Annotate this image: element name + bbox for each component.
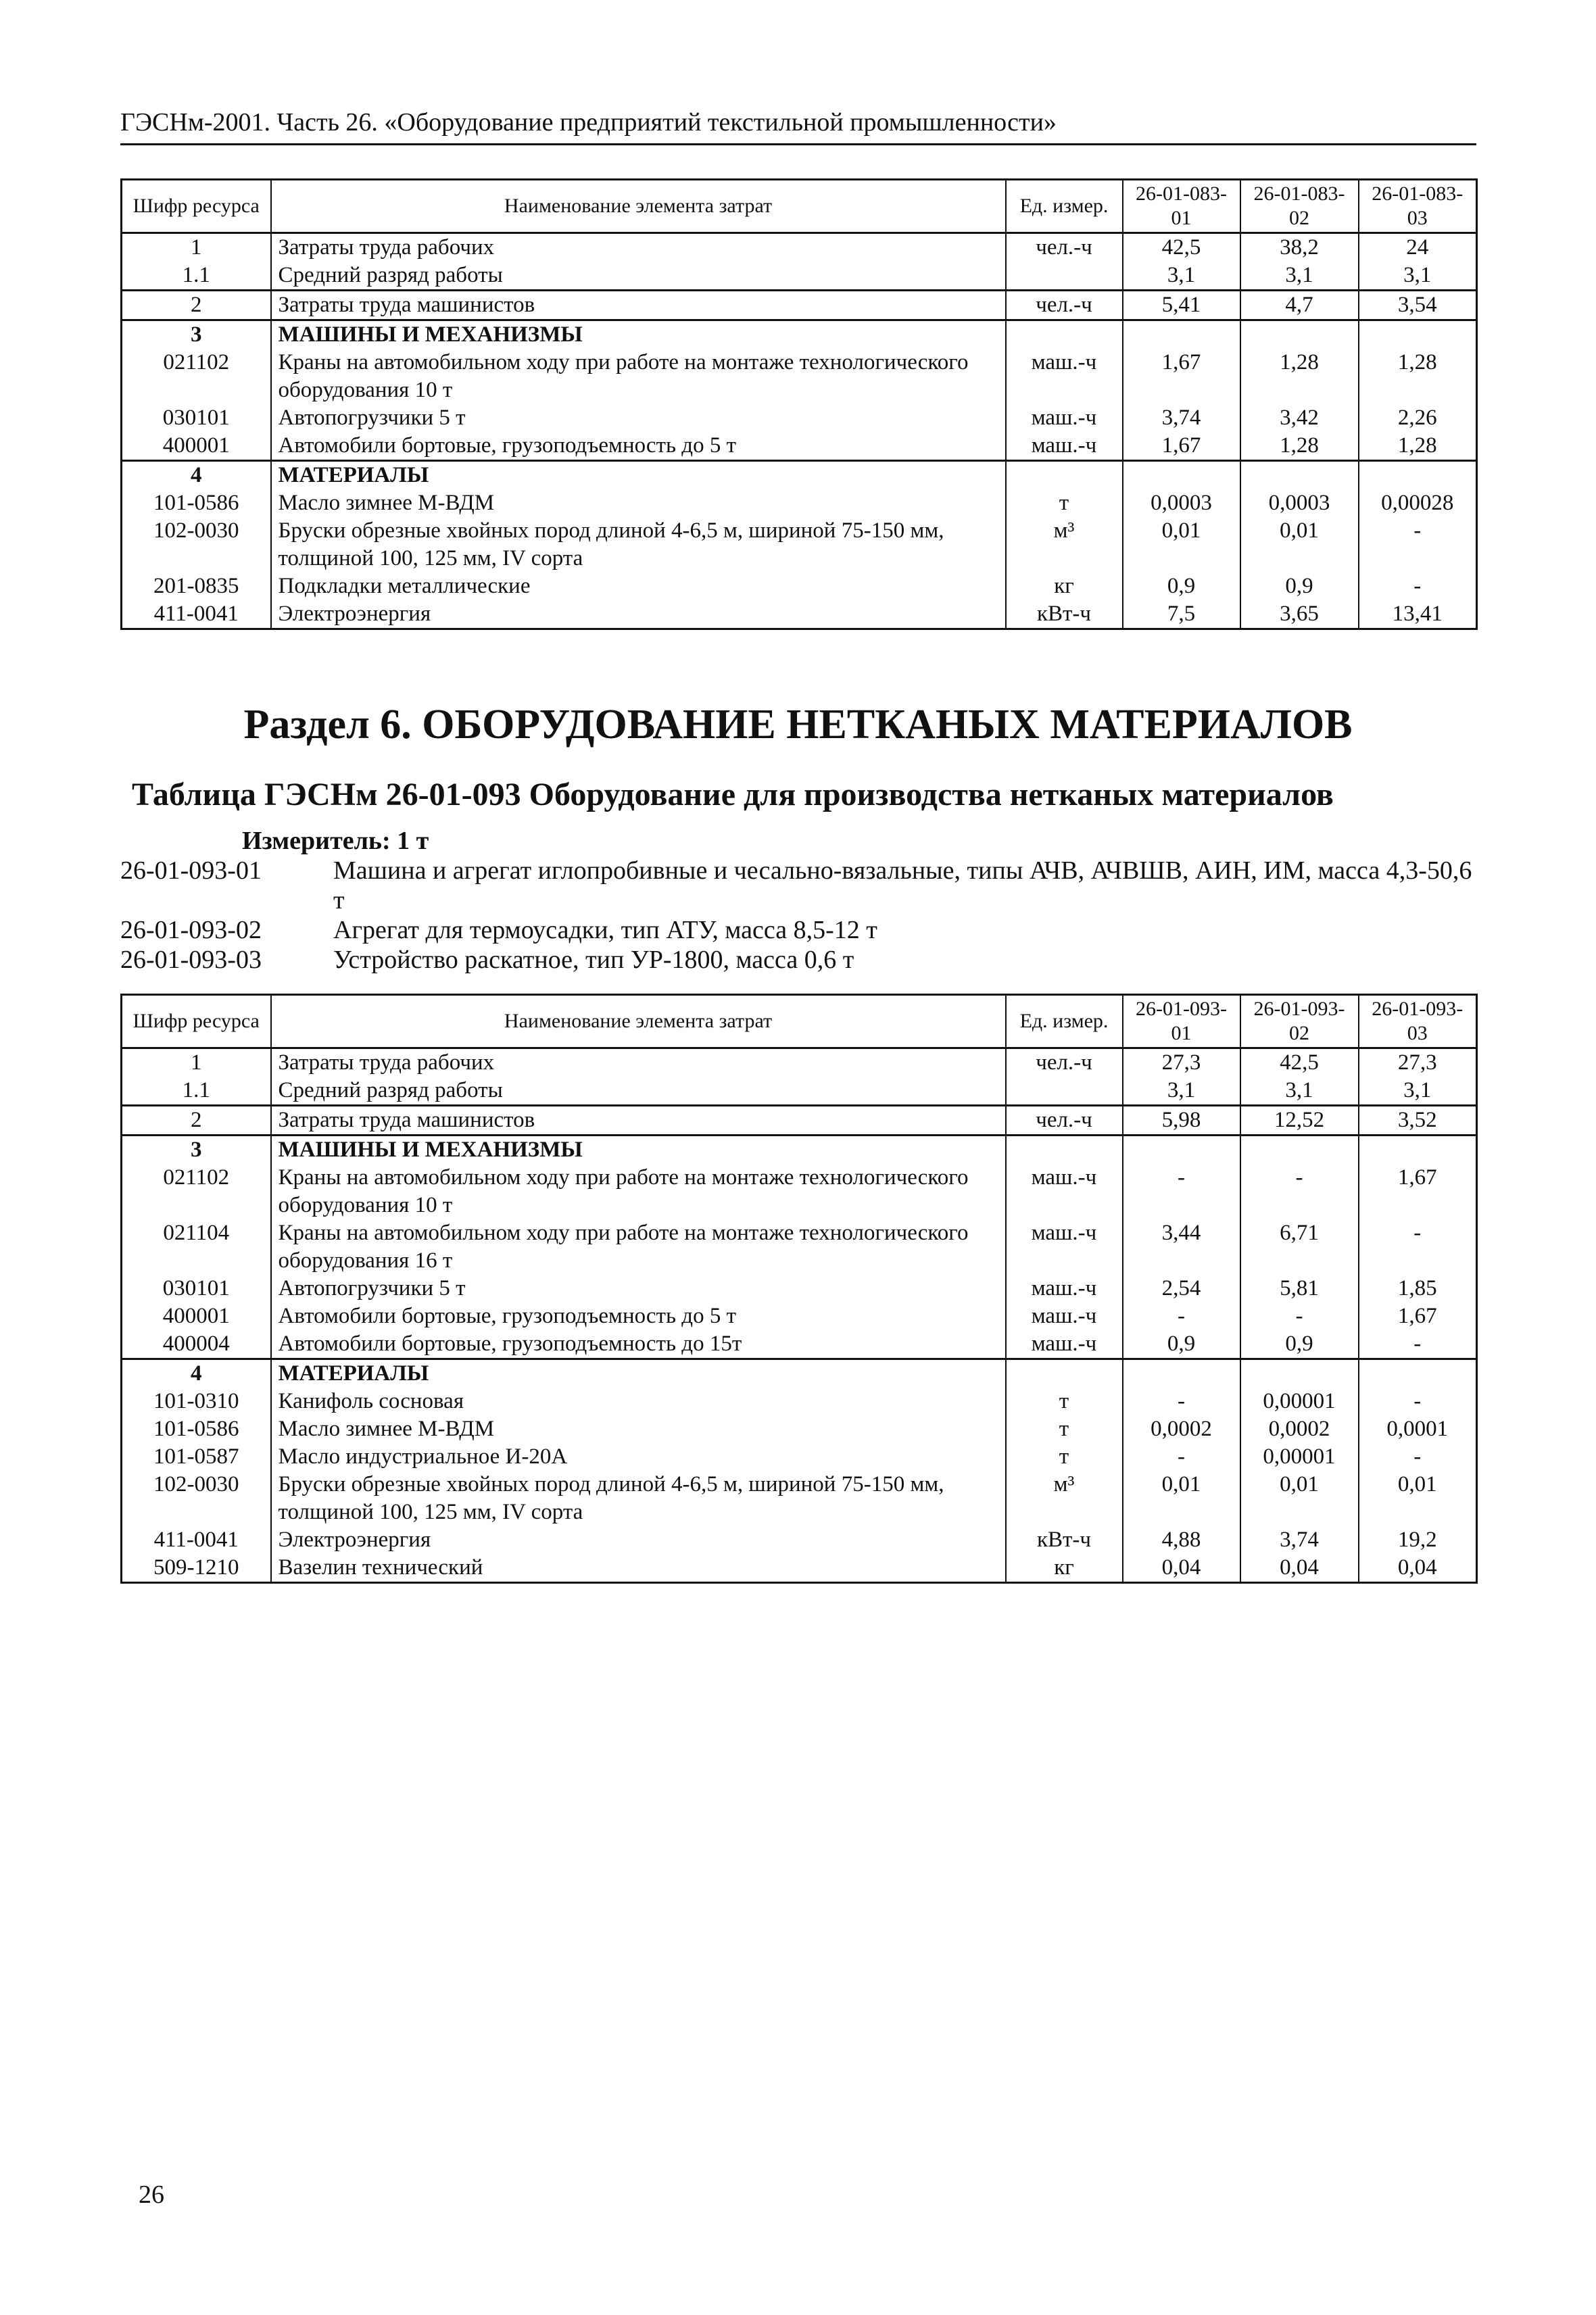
col-header-rate: 26-01-083-03 — [1359, 180, 1477, 233]
rate-value: 0,01 — [1240, 1471, 1359, 1526]
resource-code: 3 — [122, 1136, 271, 1165]
unit-cell: маш.-ч — [1006, 1302, 1123, 1330]
measurer-code: 26-01-093-02 — [120, 916, 262, 944]
unit-cell — [1006, 1359, 1123, 1388]
unit-cell: маш.-ч — [1006, 1219, 1123, 1275]
measurer-text: Устройство раскатное, тип УР-1800, масса 0,6 т — [333, 946, 854, 974]
cost-element-name: Краны на автомобильном ходу при работе на монтаже технологического оборудования 10 т — [271, 349, 1006, 404]
rate-value: 0,9 — [1123, 1330, 1240, 1359]
rate-value: 3,1 — [1240, 262, 1359, 291]
resource-code: 030101 — [162, 1276, 230, 1300]
resource-code: 021102 — [163, 350, 230, 374]
rate-value: 12,52 — [1240, 1106, 1359, 1136]
resource-code: 101-0586 — [153, 1417, 239, 1441]
rate-value: 3,42 — [1240, 404, 1359, 432]
rate-value: 4,88 — [1123, 1526, 1240, 1554]
table-row — [122, 1077, 1477, 1106]
table-row — [122, 1048, 1477, 1077]
rate-value: - — [1359, 1330, 1477, 1359]
unit-cell — [1006, 320, 1123, 349]
rate-value: - — [1123, 1164, 1240, 1219]
cost-element-name: Затраты труда рабочих — [271, 1048, 1006, 1077]
rate-value: 0,0002 — [1240, 1415, 1359, 1443]
rate-value: 7,5 — [1123, 600, 1240, 629]
table-row — [122, 1554, 1477, 1583]
cost-element-name: Вазелин технический — [271, 1554, 1006, 1583]
col-header-unit: Ед. измер. — [1006, 995, 1123, 1048]
unit-cell: кг — [1006, 572, 1123, 600]
resource-code: 4 — [122, 1359, 271, 1388]
rate-value: 4,7 — [1240, 291, 1359, 320]
resource-code: 509-1210 — [153, 1555, 239, 1580]
unit-cell: чел.-ч — [1006, 291, 1123, 320]
rate-value: - — [1240, 1164, 1359, 1219]
resource-code: 102-0030 — [153, 518, 239, 543]
resource-code: 201-0835 — [153, 574, 239, 598]
resource-code: 102-0030 — [153, 1472, 239, 1496]
rate-value: 0,0003 — [1240, 489, 1359, 517]
rate-value — [1123, 1359, 1240, 1388]
measurer-code: 26-01-093-03 — [120, 946, 262, 974]
rate-value — [1359, 461, 1477, 490]
rate-value — [1359, 320, 1477, 349]
table-row — [122, 489, 1477, 517]
cost-element-name: Электроэнергия — [271, 1526, 1006, 1554]
resource-code: 030101 — [162, 406, 230, 430]
rate-value: 3,1 — [1359, 262, 1477, 291]
rate-value: 42,5 — [1240, 1048, 1359, 1077]
cost-element-name: Затраты труда машинистов — [271, 291, 1006, 320]
unit-cell — [1006, 1136, 1123, 1165]
table-row — [122, 1388, 1477, 1415]
measurer-item — [120, 945, 1476, 975]
rate-value: 3,52 — [1359, 1106, 1477, 1136]
rate-value: - — [1123, 1388, 1240, 1415]
unit-cell: т — [1006, 1388, 1123, 1415]
rate-value: 0,9 — [1240, 1330, 1359, 1359]
rate-value: 0,0001 — [1359, 1415, 1477, 1443]
cost-element-name: МАТЕРИАЛЫ — [271, 1359, 1006, 1388]
measurer-text: Агрегат для термоусадки, тип АТУ, масса 8,5-12 т — [333, 916, 877, 944]
rate-value: 24 — [1359, 233, 1477, 262]
unit-cell: кг — [1006, 1554, 1123, 1583]
cost-element-name: Масло зимнее М-ВДМ — [271, 1415, 1006, 1443]
resource-code: 411-0041 — [153, 1528, 239, 1552]
resource-code: 1.1 — [182, 263, 210, 287]
table-row — [122, 320, 1477, 349]
rate-value: - — [1359, 1219, 1477, 1275]
col-header-rate: 26-01-083-02 — [1240, 180, 1359, 233]
rate-value: 27,3 — [1359, 1048, 1477, 1077]
table-row — [122, 1136, 1477, 1165]
rate-value: 0,9 — [1240, 572, 1359, 600]
rate-value: 0,00001 — [1240, 1388, 1359, 1415]
measurer-code: 26-01-093-01 — [120, 856, 262, 885]
table-row — [122, 461, 1477, 490]
resource-code: 4 — [122, 461, 271, 490]
cost-element-name: Автомобили бортовые, грузоподъемность до 15т — [271, 1330, 1006, 1359]
table-row — [122, 1164, 1477, 1219]
unit-cell: маш.-ч — [1006, 1330, 1123, 1359]
rate-value — [1240, 1359, 1359, 1388]
measurer-text: Машина и агрегат иглопробивные и чесально-вязальные, типы АЧВ, АЧВШВ, АИН, ИМ, масса 4,3-50,6 т — [333, 856, 1472, 915]
rate-value: 19,2 — [1359, 1526, 1477, 1554]
col-header-name: Наименование элемента затрат — [271, 180, 1006, 233]
cost-element-name: Средний разряд работы — [271, 262, 1006, 291]
rate-value: - — [1240, 1302, 1359, 1330]
cost-element-name: Затраты труда машинистов — [271, 1106, 1006, 1136]
col-header-rate: 26-01-083-01 — [1123, 180, 1240, 233]
rate-value: 3,1 — [1240, 1077, 1359, 1106]
unit-cell — [1006, 1077, 1123, 1106]
unit-cell: чел.-ч — [1006, 1048, 1123, 1077]
table-row — [122, 1526, 1477, 1554]
rate-value: 0,00028 — [1359, 489, 1477, 517]
rate-value: 0,00001 — [1240, 1443, 1359, 1471]
col-header-rate: 26-01-093-01 — [1123, 995, 1240, 1048]
rate-value: 3,1 — [1359, 1077, 1477, 1106]
table-row — [122, 517, 1477, 572]
table-row — [122, 262, 1477, 291]
cost-element-name: Канифоль сосновая — [271, 1388, 1006, 1415]
unit-cell: чел.-ч — [1006, 233, 1123, 262]
table-row — [122, 600, 1477, 629]
rate-value: 1,67 — [1359, 1164, 1477, 1219]
unit-cell: маш.-ч — [1006, 1275, 1123, 1302]
table-title: Таблица ГЭСНм 26-01-093 Оборудование для производства нетканых материалов — [132, 777, 1334, 812]
rate-value: 2,26 — [1359, 404, 1477, 432]
rate-value: 1,28 — [1359, 432, 1477, 461]
rate-value: - — [1359, 572, 1477, 600]
resource-code: 101-0586 — [153, 491, 239, 515]
rate-value: 5,41 — [1123, 291, 1240, 320]
cost-element-name: Средний разряд работы — [271, 1077, 1006, 1106]
rate-value: 38,2 — [1240, 233, 1359, 262]
measurer-title: Измеритель: 1 т — [242, 827, 429, 855]
resource-code: 400001 — [162, 433, 230, 458]
table-row — [122, 572, 1477, 600]
col-header-rate: 26-01-093-03 — [1359, 995, 1477, 1048]
resource-code: 1 — [122, 1048, 271, 1077]
resource-table-083 — [120, 178, 1478, 630]
rate-value: 0,01 — [1123, 1471, 1240, 1526]
rate-value: 0,01 — [1123, 517, 1240, 572]
unit-cell: кВт-ч — [1006, 1526, 1123, 1554]
resource-code: 021104 — [163, 1221, 230, 1245]
table-row — [122, 432, 1477, 461]
rate-value: 2,54 — [1123, 1275, 1240, 1302]
rate-value: 3,74 — [1123, 404, 1240, 432]
rate-value: 0,9 — [1123, 572, 1240, 600]
rate-value: 1,67 — [1359, 1302, 1477, 1330]
rate-value: 1,28 — [1240, 432, 1359, 461]
rate-value: 13,41 — [1359, 600, 1477, 629]
rate-value: 1,28 — [1359, 349, 1477, 404]
col-header-unit: Ед. измер. — [1006, 180, 1123, 233]
col-header-code: Шифр ресурса — [122, 180, 271, 233]
unit-cell: чел.-ч — [1006, 1106, 1123, 1136]
rate-value: 1,28 — [1240, 349, 1359, 404]
cost-element-name: Масло индустриальное И-20А — [271, 1443, 1006, 1471]
rate-value — [1123, 320, 1240, 349]
resource-code: 411-0041 — [153, 602, 239, 626]
cost-element-name: МАШИНЫ И МЕХАНИЗМЫ — [271, 320, 1006, 349]
rate-value: 3,74 — [1240, 1526, 1359, 1554]
unit-cell: маш.-ч — [1006, 349, 1123, 404]
rate-value — [1240, 461, 1359, 490]
cost-element-name: Затраты труда рабочих — [271, 233, 1006, 262]
resource-code: 400001 — [162, 1304, 230, 1328]
resource-table-093 — [120, 994, 1478, 1584]
cost-element-name: Краны на автомобильном ходу при работе на монтаже технологического оборудования 16 т — [271, 1219, 1006, 1275]
rate-value: 3,1 — [1123, 262, 1240, 291]
unit-cell: м³ — [1006, 517, 1123, 572]
rate-value: 1,67 — [1123, 349, 1240, 404]
cost-element-name: Подкладки металлические — [271, 572, 1006, 600]
rate-value: - — [1359, 517, 1477, 572]
col-header-code: Шифр ресурса — [122, 995, 271, 1048]
rate-value: 3,44 — [1123, 1219, 1240, 1275]
table-row — [122, 349, 1477, 404]
resource-code: 101-0587 — [153, 1444, 239, 1469]
rate-value: 5,98 — [1123, 1106, 1240, 1136]
unit-cell: м³ — [1006, 1471, 1123, 1526]
cost-element-name: Автомобили бортовые, грузоподъемность до 5 т — [271, 432, 1006, 461]
unit-cell: маш.-ч — [1006, 404, 1123, 432]
rate-value: 0,01 — [1240, 517, 1359, 572]
rate-value — [1240, 320, 1359, 349]
cost-element-name: Автопогрузчики 5 т — [271, 1275, 1006, 1302]
table-row — [122, 1415, 1477, 1443]
resource-code: 021102 — [163, 1165, 230, 1190]
rate-value: - — [1359, 1443, 1477, 1471]
unit-cell: т — [1006, 1443, 1123, 1471]
resource-code: 400004 — [162, 1332, 230, 1356]
unit-cell: маш.-ч — [1006, 432, 1123, 461]
rate-value: 42,5 — [1123, 233, 1240, 262]
rate-value — [1240, 1136, 1359, 1165]
cost-element-name: Автомобили бортовые, грузоподъемность до 5 т — [271, 1302, 1006, 1330]
rate-value — [1123, 1136, 1240, 1165]
rate-value: 0,01 — [1359, 1471, 1477, 1526]
rate-value: 6,71 — [1240, 1219, 1359, 1275]
cost-element-name: МАТЕРИАЛЫ — [271, 461, 1006, 490]
table-row — [122, 1471, 1477, 1526]
resource-code: 2 — [122, 291, 271, 320]
rate-value: 5,81 — [1240, 1275, 1359, 1302]
col-header-name: Наименование элемента затрат — [271, 995, 1006, 1048]
page-number: 26 — [139, 2180, 164, 2209]
measurer-item — [120, 915, 1476, 945]
table-row — [122, 1302, 1477, 1330]
rate-value: - — [1359, 1388, 1477, 1415]
unit-cell — [1006, 262, 1123, 291]
header-rule — [120, 143, 1476, 145]
table-row — [122, 1443, 1477, 1471]
cost-element-name: Автопогрузчики 5 т — [271, 404, 1006, 432]
resource-code: 101-0310 — [153, 1389, 239, 1413]
measurer-block — [120, 826, 1476, 975]
cost-element-name: Электроэнергия — [271, 600, 1006, 629]
unit-cell: кВт-ч — [1006, 600, 1123, 629]
page-header: ГЭСНм-2001. Часть 26. «Оборудование предприятий текстильной промышленности» — [120, 108, 1057, 137]
unit-cell: маш.-ч — [1006, 1164, 1123, 1219]
rate-value: 0,0003 — [1123, 489, 1240, 517]
table-row — [122, 1330, 1477, 1359]
table-row — [122, 1359, 1477, 1388]
rate-value: 3,1 — [1123, 1077, 1240, 1106]
rate-value: 1,67 — [1123, 432, 1240, 461]
rate-value: - — [1123, 1443, 1240, 1471]
rate-value: 0,04 — [1240, 1554, 1359, 1583]
cost-element-name: Бруски обрезные хвойных пород длиной 4-6,5 м, шириной 75-150 мм, толщиной 100, 125 мм, IV сорта — [271, 517, 1006, 572]
table-row — [122, 1106, 1477, 1136]
table-row — [122, 1219, 1477, 1275]
rate-value: 3,65 — [1240, 600, 1359, 629]
rate-value: 0,04 — [1123, 1554, 1240, 1583]
rate-value: 1,85 — [1359, 1275, 1477, 1302]
measurer-item — [120, 856, 1476, 915]
resource-code: 1 — [122, 233, 271, 262]
unit-cell: т — [1006, 489, 1123, 517]
section-title: Раздел 6. ОБОРУДОВАНИЕ НЕТКАНЫХ МАТЕРИАЛОВ — [243, 702, 1353, 748]
rate-value — [1359, 1136, 1477, 1165]
cost-element-name: Масло зимнее М-ВДМ — [271, 489, 1006, 517]
table-row — [122, 1275, 1477, 1302]
cost-element-name: МАШИНЫ И МЕХАНИЗМЫ — [271, 1136, 1006, 1165]
rate-value: - — [1123, 1302, 1240, 1330]
resource-code: 1.1 — [182, 1078, 210, 1102]
cost-element-name: Краны на автомобильном ходу при работе на монтаже технологического оборудования 10 т — [271, 1164, 1006, 1219]
rate-value: 0,0002 — [1123, 1415, 1240, 1443]
cost-element-name: Бруски обрезные хвойных пород длиной 4-6,5 м, шириной 75-150 мм, толщиной 100, 125 мм, IV сорта — [271, 1471, 1006, 1526]
resource-code: 2 — [122, 1106, 271, 1136]
rate-value: 27,3 — [1123, 1048, 1240, 1077]
rate-value: 0,04 — [1359, 1554, 1477, 1583]
unit-cell — [1006, 461, 1123, 490]
table-row — [122, 404, 1477, 432]
table-row — [122, 291, 1477, 320]
rate-value — [1123, 461, 1240, 490]
rate-value — [1359, 1359, 1477, 1388]
resource-code: 3 — [122, 320, 271, 349]
col-header-rate: 26-01-093-02 — [1240, 995, 1359, 1048]
rate-value: 3,54 — [1359, 291, 1477, 320]
table-row — [122, 233, 1477, 262]
unit-cell: т — [1006, 1415, 1123, 1443]
